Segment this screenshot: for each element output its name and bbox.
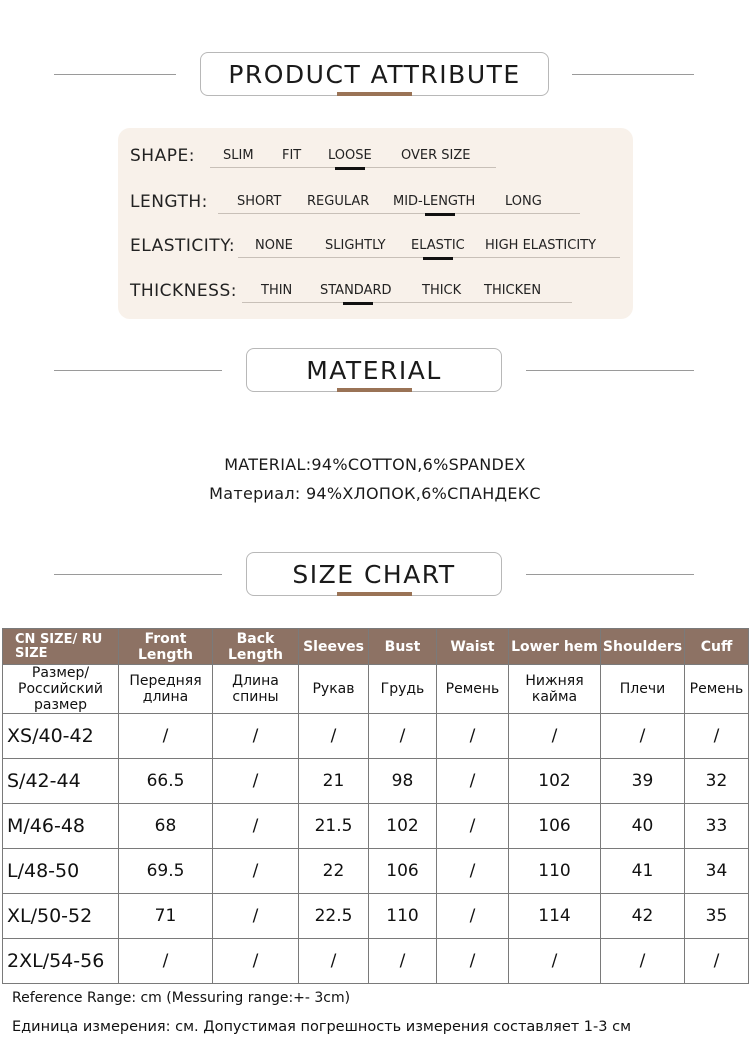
attribute-label: SHAPE: (130, 146, 195, 166)
attribute-option: OVER SIZE (401, 148, 471, 163)
column-header: Sleeves (299, 629, 369, 665)
value-cell: / (213, 939, 299, 984)
reference-note-en: Reference Range: cm (Messuring range:+- 3cm) (12, 990, 351, 1006)
size-cell: XS/40-42 (3, 714, 119, 759)
value-cell: 33 (685, 804, 749, 849)
value-cell: / (213, 894, 299, 939)
size-cell: XL/50-52 (3, 894, 119, 939)
value-cell: / (299, 939, 369, 984)
attribute-option: SHORT (237, 194, 282, 209)
divider-line-right (526, 574, 694, 575)
size-cell: M/46-48 (3, 804, 119, 849)
column-header-ru: Плечи (601, 665, 685, 714)
option-underline (242, 302, 572, 303)
table-row (3, 804, 749, 849)
value-cell: / (213, 759, 299, 804)
value-cell: / (437, 849, 509, 894)
selected-marker (343, 302, 373, 305)
column-header: Cuff (685, 629, 749, 665)
attribute-option-selected: STANDARD (320, 283, 392, 298)
selected-marker (423, 257, 453, 260)
column-header: Shoulders (601, 629, 685, 665)
attribute-option: HIGH ELASTICITY (485, 238, 597, 253)
value-cell: / (119, 714, 213, 759)
attribute-option-selected: ELASTIC (411, 238, 465, 253)
value-cell: / (437, 894, 509, 939)
column-header-ru: Размер/ Российский размер (3, 665, 119, 714)
attribute-section-title: PRODUCT ATTRIBUTE (228, 59, 521, 89)
column-header-ru: Передняя длина (119, 665, 213, 714)
material-section-title: MATERIAL (306, 355, 442, 385)
value-cell: / (437, 759, 509, 804)
section-title-pill (200, 52, 549, 96)
column-header-ru: Ремень (685, 665, 749, 714)
value-cell: 22.5 (299, 894, 369, 939)
divider-line-right (526, 370, 694, 371)
value-cell: / (369, 714, 437, 759)
column-header-ru: Ремень (437, 665, 509, 714)
attribute-label: THICKNESS: (130, 281, 237, 301)
material-ru: Материал: 94%ХЛОПОК,6%СПАНДЕКС (209, 484, 541, 503)
column-header: Front Length (119, 629, 213, 665)
section-title-pill (246, 552, 502, 596)
value-cell: / (213, 849, 299, 894)
table-row (3, 939, 749, 984)
size-chart-table (2, 628, 749, 984)
attribute-section-header (0, 52, 750, 102)
value-cell: / (685, 714, 749, 759)
size-chart-section-header (0, 552, 750, 602)
value-cell: / (213, 714, 299, 759)
value-cell: / (119, 939, 213, 984)
table-row (3, 849, 749, 894)
size-chart-section-title: SIZE CHART (292, 559, 456, 589)
attribute-option: FIT (282, 148, 302, 163)
value-cell: 110 (369, 894, 437, 939)
attribute-option: REGULAR (307, 194, 370, 209)
attribute-option: SLIM (223, 148, 254, 163)
value-cell: / (509, 939, 601, 984)
value-cell: 102 (369, 804, 437, 849)
column-header-ru: Грудь (369, 665, 437, 714)
attribute-option-selected: LOOSE (328, 148, 372, 163)
value-cell: 41 (601, 849, 685, 894)
attribute-option: NONE (255, 238, 293, 253)
value-cell: / (437, 714, 509, 759)
reference-note-ru: Единица измерения: см. Допустимая погрешность измерения составляет 1-3 см (12, 1019, 632, 1035)
column-header: Waist (437, 629, 509, 665)
column-header-ru: Рукав (299, 665, 369, 714)
selected-marker (335, 167, 365, 170)
value-cell: 40 (601, 804, 685, 849)
value-cell: / (299, 714, 369, 759)
column-header: Bust (369, 629, 437, 665)
value-cell: 68 (119, 804, 213, 849)
table-row (3, 759, 749, 804)
size-cell: 2XL/54-56 (3, 939, 119, 984)
attribute-row-shape (118, 142, 633, 172)
attribute-option: SLIGHTLY (325, 238, 386, 253)
value-cell: 39 (601, 759, 685, 804)
attribute-option: THICKEN (484, 283, 542, 298)
attribute-option: THICK (422, 283, 462, 298)
attribute-row-length (118, 188, 633, 218)
column-header-ru: Нижняя кайма (509, 665, 601, 714)
size-cell: L/48-50 (3, 849, 119, 894)
divider-line-right (572, 74, 694, 75)
table-header-row-en (3, 629, 749, 665)
attribute-option: LONG (505, 194, 542, 209)
value-cell: 35 (685, 894, 749, 939)
value-cell: / (437, 804, 509, 849)
title-accent-bar (337, 388, 412, 392)
column-header: Back Length (213, 629, 299, 665)
attribute-row-thickness (118, 277, 633, 307)
value-cell: 71 (119, 894, 213, 939)
value-cell: / (437, 939, 509, 984)
value-cell: 69.5 (119, 849, 213, 894)
value-cell: 32 (685, 759, 749, 804)
value-cell: 66.5 (119, 759, 213, 804)
material-en: MATERIAL:94%COTTON,6%SPANDEX (224, 455, 526, 474)
divider-line-left (54, 574, 222, 575)
attribute-option: THIN (261, 283, 293, 298)
table-row (3, 714, 749, 759)
divider-line-left (54, 370, 222, 371)
attribute-label: LENGTH: (130, 192, 208, 212)
selected-marker (425, 213, 455, 216)
table-header-row-ru (3, 665, 749, 714)
value-cell: / (369, 939, 437, 984)
value-cell: / (601, 939, 685, 984)
value-cell: / (601, 714, 685, 759)
column-header: Lower hem (509, 629, 601, 665)
value-cell: / (213, 804, 299, 849)
value-cell: 114 (509, 894, 601, 939)
table-row (3, 894, 749, 939)
value-cell: 110 (509, 849, 601, 894)
value-cell: 42 (601, 894, 685, 939)
value-cell: 22 (299, 849, 369, 894)
size-cell: S/42-44 (3, 759, 119, 804)
column-header-ru: Длина спины (213, 665, 299, 714)
option-underline (218, 213, 580, 214)
title-accent-bar (337, 92, 412, 96)
material-section-header (0, 348, 750, 398)
title-accent-bar (337, 592, 412, 596)
value-cell: 106 (509, 804, 601, 849)
value-cell: / (509, 714, 601, 759)
value-cell: 106 (369, 849, 437, 894)
value-cell: / (685, 939, 749, 984)
value-cell: 102 (509, 759, 601, 804)
divider-line-left (54, 74, 176, 75)
value-cell: 98 (369, 759, 437, 804)
attribute-label: ELASTICITY: (130, 236, 236, 256)
value-cell: 21 (299, 759, 369, 804)
attribute-option-selected: MID-LENGTH (393, 194, 476, 209)
attribute-row-elasticity (118, 232, 633, 262)
value-cell: 34 (685, 849, 749, 894)
attribute-panel (118, 128, 633, 319)
column-header: CN SIZE/ RU SIZE (3, 629, 119, 665)
section-title-pill (246, 348, 502, 392)
value-cell: 21.5 (299, 804, 369, 849)
